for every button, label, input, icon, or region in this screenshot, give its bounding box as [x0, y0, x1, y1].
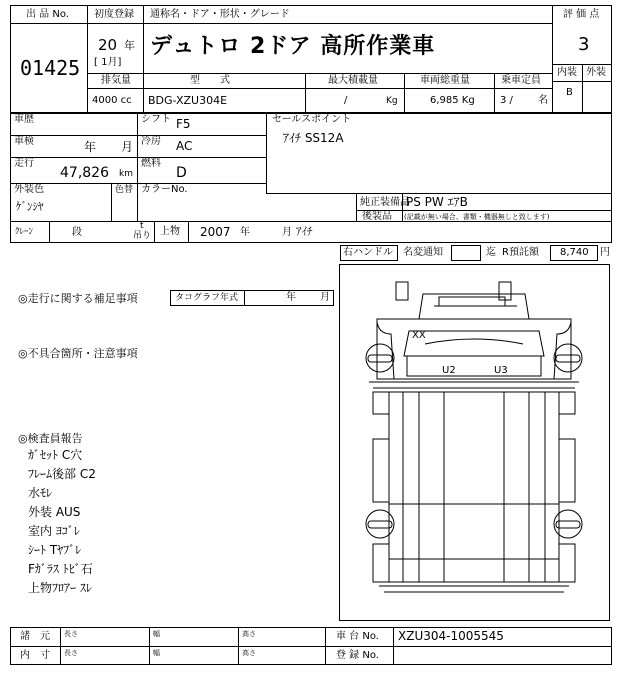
rating-value: 3	[578, 34, 590, 55]
width-label: 幅	[153, 649, 160, 657]
exterior-label: 外装	[586, 67, 606, 78]
tax-label: 迄	[486, 247, 496, 258]
divider	[10, 183, 266, 184]
interior-grade: B	[566, 87, 573, 98]
first-reg-month: [ 1月]	[94, 57, 122, 68]
shift-value: F5	[176, 117, 191, 131]
ac-label: 冷房	[141, 136, 161, 147]
divider	[393, 627, 394, 665]
divider	[10, 221, 612, 222]
yen-unit: 円	[600, 247, 610, 258]
crane-stage-label: 段	[72, 227, 82, 238]
divider	[111, 183, 112, 221]
recycle-label: R預託額	[502, 247, 539, 258]
divider	[582, 64, 583, 113]
divider	[10, 157, 266, 158]
retrofit-note: (記載が無い場合、書類・機器無しと致します)	[404, 213, 550, 221]
width-label: 幅	[153, 630, 160, 638]
inspector-report-label: ◎検査員報告	[18, 432, 83, 445]
divider	[325, 627, 326, 665]
displacement-label: 排気量	[101, 75, 131, 86]
height-label: 高さ	[242, 649, 256, 657]
recycle-amount: 8,740	[560, 247, 589, 258]
divider	[305, 73, 306, 113]
inner-dims-label: 内 寸	[20, 650, 50, 661]
body-month-unit: 月	[282, 227, 292, 238]
inspector-report-item: Fｶﾞﾗｽ ﾄﾋﾞ石	[28, 562, 93, 576]
divider	[60, 627, 61, 665]
model-name-label: 通称名・ドア・形状・グレード	[150, 9, 290, 20]
chassis-label: 車 台 No.	[336, 631, 379, 642]
capacity-label: 乗車定員	[501, 75, 541, 86]
capacity-value: 3 /	[500, 95, 513, 106]
crane-label: ｸﾚｰﾝ	[15, 227, 34, 237]
ac-value: AC	[176, 139, 193, 153]
inspector-report-item: ﾌﾚｰﾑ後部 C2	[28, 467, 96, 481]
color-change-label: 色替	[115, 185, 134, 195]
mileage-unit: km	[119, 169, 133, 179]
divider	[356, 210, 612, 211]
divider	[137, 113, 138, 221]
divider	[87, 88, 552, 89]
length-label: 長さ	[64, 649, 78, 657]
divider	[404, 73, 405, 113]
body-year: 2007	[200, 225, 231, 239]
damage-mark-u2: U2	[442, 365, 456, 376]
inspector-report-item: ｶﾞｾｯﾄ C穴	[28, 448, 83, 462]
inspection-label: 車検	[14, 136, 34, 147]
color-no-label: カラーNo.	[141, 184, 188, 195]
ext-color-label: 外装色	[14, 184, 44, 195]
body-maker: ｱｲﾁ	[296, 225, 313, 238]
registration-label: 登 録 No.	[336, 650, 379, 661]
divider	[87, 73, 552, 74]
divider	[552, 5, 553, 113]
model-code-value: BDG-XZU304E	[148, 94, 228, 107]
fuel-value: D	[176, 165, 187, 181]
divider	[494, 73, 495, 113]
chassis-number: XZU304-1005545	[398, 629, 504, 643]
height-label: 高さ	[242, 630, 256, 638]
model-code-label: 型 式	[190, 75, 230, 86]
divider	[87, 5, 88, 113]
crane-ton-unit: t	[140, 221, 144, 231]
tachograph-label: タコグラフ年式	[175, 293, 239, 303]
body-label: 上物	[160, 226, 180, 237]
body-year-unit: 年	[240, 227, 250, 238]
displacement-value: 4000 cc	[92, 95, 132, 106]
retrofit-label: 後装品	[362, 211, 392, 222]
mileage-label: 走行	[14, 158, 34, 169]
max-load-value: /	[344, 95, 348, 106]
divider	[356, 193, 357, 221]
max-load-unit: Kg	[386, 96, 398, 106]
equipment-label: 純正装備品	[360, 197, 410, 208]
length-label: 長さ	[64, 630, 78, 638]
name-change-box	[451, 245, 481, 261]
interior-label: 内装	[557, 67, 577, 78]
divider	[266, 193, 612, 194]
equipment-value: PS PW ｴｱB	[406, 195, 468, 209]
capacity-unit: 名	[538, 95, 548, 106]
truck-diagram	[339, 264, 610, 621]
divider	[154, 221, 155, 243]
defects-label: ◎不具合箇所・注意事項	[18, 347, 138, 360]
divider	[87, 23, 552, 24]
first-reg-label: 初度登録	[94, 9, 134, 20]
divider	[149, 627, 150, 665]
ext-color-value: ｹﾞﾝｼﾔ	[16, 200, 44, 213]
divider	[552, 81, 612, 82]
divider	[238, 627, 239, 665]
gross-weight-value: 6,985 Kg	[430, 95, 475, 106]
tachograph-month-unit: 月	[320, 292, 330, 303]
divider	[143, 73, 144, 113]
inspector-report-item: 室内 ﾖｺﾞﾚ	[28, 524, 80, 538]
divider	[49, 221, 50, 243]
divider	[188, 221, 189, 243]
crane-ton-label: 吊り	[133, 231, 152, 241]
rating-label: 評 価 点	[563, 9, 600, 20]
divider	[244, 290, 245, 306]
inspector-report-item: ｼｰﾄ Tﾔﾌﾞﾚ	[28, 543, 82, 557]
fuel-label: 燃料	[141, 158, 161, 169]
sales-point-label: セールスポイント	[272, 114, 352, 125]
damage-mark-u3: U3	[494, 365, 508, 376]
inspector-report-item: 上物ﾌﾛｱｰ ｽﾚ	[28, 581, 92, 595]
driving-notes-label: ◎走行に関する補足事項	[18, 292, 138, 305]
lot-number: 01425	[20, 56, 81, 80]
tachograph-year-unit: 年	[286, 292, 296, 303]
divider	[10, 646, 612, 647]
damage-mark-xx: XX	[412, 330, 426, 341]
shift-label: シフト	[141, 114, 171, 125]
year-unit: 年	[124, 39, 135, 52]
divider	[10, 23, 87, 24]
history-label: 車歴	[14, 114, 34, 125]
name-change-label: 名変通知	[403, 247, 443, 258]
steering-value: 右ハンドル	[343, 247, 393, 258]
max-load-label: 最大積載量	[328, 75, 378, 86]
gross-weight-label: 車両総重量	[420, 75, 470, 86]
first-reg-year: 20	[98, 36, 118, 54]
model-name: デュトロ 2ドア 高所作業車	[150, 34, 436, 59]
mileage-value: 47,826	[60, 165, 109, 181]
divider	[266, 113, 267, 193]
inspector-report-item: 水ﾓﾚ	[28, 486, 53, 500]
inspection-month-unit: 月	[121, 140, 134, 154]
divider	[143, 5, 144, 73]
inspection-year-unit: 年	[84, 140, 97, 154]
inspector-report-item: 外装 AUS	[28, 505, 81, 519]
dims-label: 諸 元	[20, 631, 50, 642]
divider	[10, 135, 266, 136]
lot-label: 出 品 No.	[26, 9, 69, 20]
sales-point-value: ｱｲﾁ SS12A	[283, 131, 344, 145]
